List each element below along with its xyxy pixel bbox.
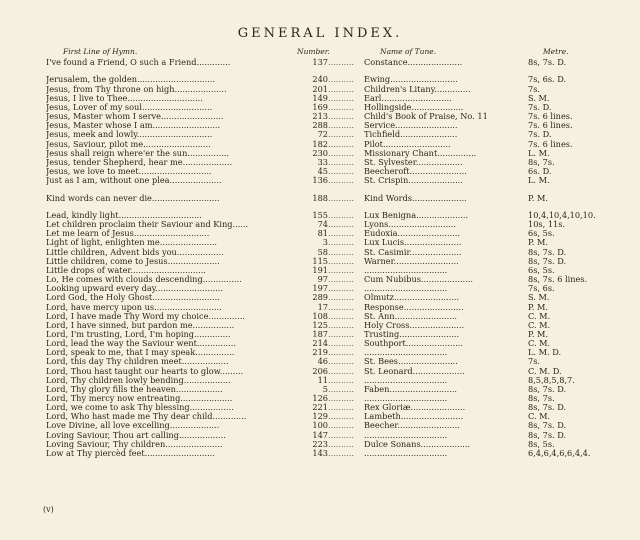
hymn-first-line: I've found a Friend, O such a Friend............. (46, 58, 231, 67)
tune-name: Earl........................... (364, 93, 452, 103)
dot-leader: .......... (328, 93, 355, 103)
hymn-number: 100 (312, 421, 328, 431)
metre: 6s, 5s. (528, 229, 555, 239)
metre: 7s, 6s. (528, 284, 555, 294)
dot-leader: .......... (328, 275, 355, 285)
hymn-first-line: Lord, I have made Thy Word my choice.............. (46, 311, 245, 321)
dot-leader: .......... (328, 403, 355, 413)
metre: 7s. (528, 84, 541, 94)
hymn-number: 197 (312, 284, 328, 294)
index-entry (0, 194, 640, 203)
tune-name: Constance..................... (364, 58, 463, 67)
hymn-first-line: Looking upward every day.......................... (46, 284, 223, 294)
tune-name: Lyons.......................... (364, 220, 456, 230)
hymn-number: 72 (317, 130, 328, 140)
tune-name: Southport...................... (364, 339, 464, 349)
index-entry (0, 385, 640, 394)
header-first-line: First Line of Hymn. (63, 47, 138, 56)
metre: 6,4,6,4,6,6,4,4. (528, 448, 591, 458)
hymn-first-line: Lead, kindly light................................ (46, 211, 202, 220)
metre: 8s, 7s. (528, 394, 555, 403)
tune-name: Olmutz......................... (364, 293, 460, 303)
metre: 7s. 6 lines. (528, 121, 573, 131)
metre: 8s, 7s. D. (528, 403, 567, 413)
index-entry (0, 357, 640, 366)
hymn-number: 206 (312, 366, 328, 376)
hymn-number: 219 (312, 348, 328, 358)
hymn-number: 11 (317, 375, 328, 385)
metre: L. M. (528, 176, 550, 186)
metre: C. M. (528, 412, 551, 422)
metre: 10s, 11s. (528, 220, 566, 230)
index-entry (0, 167, 640, 176)
dot-leader: .......... (328, 211, 355, 220)
index-entry (0, 412, 640, 421)
metre: 6s, 5s. (528, 265, 555, 275)
metre: 8s, 7s. D. (528, 384, 567, 394)
dot-leader: .......... (328, 394, 355, 403)
header-number: Number. (297, 47, 330, 56)
hymn-number: 188 (312, 193, 328, 203)
hymn-number: 187 (312, 329, 328, 339)
tune-name: Kind Words..................... (364, 193, 467, 203)
metre: 8s, 7s. (528, 157, 555, 167)
index-entry (0, 103, 640, 112)
hymn-number: 289 (312, 293, 328, 303)
metre: 7s. D. (528, 130, 552, 140)
dot-leader: .......... (328, 311, 355, 321)
dot-leader: .......... (328, 439, 355, 449)
hymn-number: 201 (312, 84, 328, 94)
dot-leader: .......... (328, 75, 355, 85)
hymn-first-line: Little children, Advent bids you.................. (46, 247, 224, 257)
index-entry (0, 431, 640, 440)
dot-leader: .......... (328, 265, 355, 275)
hymn-first-line: Lo, He comes with clouds descending............... (46, 275, 242, 285)
tune-name: St. Ann........................ (364, 311, 458, 321)
header-metre: Metre. (543, 47, 569, 56)
dot-leader: .......... (328, 302, 355, 312)
index-entry (0, 85, 640, 94)
index-entry (0, 176, 640, 185)
tune-name: St. Leonard.................... (364, 366, 465, 376)
tune-name: Faben.......................... (364, 384, 458, 394)
hymn-first-line: Loving Saviour, Thou art calling.................. (46, 430, 226, 440)
tune-name: Hollingside.................... (364, 102, 464, 112)
hymn-number: 223 (312, 439, 328, 449)
index-entry (0, 112, 640, 121)
hymn-number: 125 (312, 320, 328, 330)
hymn-first-line: Jesus, we love to meet............................ (46, 166, 212, 176)
tune-name: St. Sylvester.................. (364, 157, 463, 167)
hymn-first-line: Lord, Thy glory fills the heaven.................. (46, 384, 223, 394)
dot-leader: .......... (328, 375, 355, 385)
hymn-first-line: Just as I am, without one plea.................... (46, 176, 222, 186)
tune-name: Trusting....................... (364, 329, 460, 339)
dot-leader: .......... (328, 348, 355, 358)
hymn-number: 74 (317, 220, 328, 230)
index-entry (0, 58, 640, 67)
hymn-first-line: Little children, come to Jesus.................... (46, 256, 220, 266)
metre: P. M. (528, 329, 549, 339)
tune-name: ................................ (364, 375, 448, 385)
dot-leader: .......... (328, 148, 355, 158)
hymn-number: 147 (312, 430, 328, 440)
tune-name: Tichfield...................... (364, 130, 458, 140)
hymn-number: 33 (317, 157, 328, 167)
tune-name: Beecher........................ (364, 421, 460, 431)
hymn-number: 5 (322, 384, 328, 394)
hymn-first-line: Lord, Thy children lowly bending.................. (46, 375, 231, 385)
hymn-number: 240 (312, 75, 328, 85)
dot-leader: .......... (328, 247, 355, 257)
index-entry (0, 158, 640, 167)
metre: 8,5,8,5,8,7. (528, 375, 575, 385)
metre: C. M. (528, 320, 551, 330)
tune-name: Ewing.......................... (364, 75, 458, 85)
hymn-first-line: Jesus, Master whose I am.......................... (46, 121, 221, 131)
index-entry (0, 321, 640, 330)
index-entry (0, 403, 640, 412)
dot-leader: .......... (328, 193, 355, 203)
tune-name: Lux Benigna.................... (364, 211, 469, 220)
hymn-number: 3 (322, 238, 328, 248)
dot-leader: .......... (328, 58, 355, 67)
tune-name: Response....................... (364, 302, 464, 312)
index-entry (0, 248, 640, 257)
metre: 7s. 6 lines. (528, 139, 573, 149)
dot-leader: .......... (328, 256, 355, 266)
tune-name: St. Casimir.................... (364, 247, 462, 257)
tune-name: St. Crispin..................... (364, 176, 463, 186)
index-entry (0, 303, 640, 312)
dot-leader: .......... (328, 139, 355, 149)
dot-leader: .......... (328, 176, 355, 186)
hymn-first-line: Lord, speak to me, that I may speak............... (46, 348, 235, 358)
tune-name: St. Bees....................... (364, 357, 458, 367)
index-entry (0, 330, 640, 339)
index-entry (0, 220, 640, 229)
index-entry (0, 257, 640, 266)
tune-name: ................................ (364, 430, 448, 440)
hymn-number: 129 (312, 412, 328, 422)
dot-leader: .......... (328, 339, 355, 349)
hymn-number: 221 (312, 403, 328, 413)
hymn-first-line: Jesus, Saviour, pilot me.......................... (46, 139, 211, 149)
index-entry (0, 229, 640, 238)
metre: S. M. (528, 293, 550, 303)
dot-leader: .......... (328, 284, 355, 294)
metre: 7s, 6s. D. (528, 75, 567, 85)
index-entry (0, 348, 640, 357)
hymn-number: 143 (312, 448, 328, 458)
hymn-number: 149 (312, 93, 328, 103)
index-entry (0, 149, 640, 158)
hymn-first-line: Jesus, meek and lowly............................. (46, 130, 213, 140)
index-entry (0, 339, 640, 348)
hymn-number: 191 (312, 265, 328, 275)
metre: 6s. D. (528, 166, 552, 176)
tune-name: ................................ (364, 348, 448, 358)
hymn-first-line: Little drops of water............................. (46, 265, 206, 275)
tune-name: Children's Litany.............. (364, 84, 471, 94)
hymn-number: 136 (312, 176, 328, 186)
index-entry (0, 293, 640, 302)
hymn-first-line: Lord, I'm trusting, Lord, I'm hoping.............. (46, 329, 231, 339)
dot-leader: .......... (328, 357, 355, 367)
tune-name: Beecheroft...................... (364, 166, 467, 176)
dot-leader: .......... (328, 102, 355, 112)
hymn-number: 288 (312, 121, 328, 131)
hymn-first-line: Love Divine, all love excelling................... (46, 421, 220, 431)
index-entry (0, 130, 640, 139)
metre: 7s. D. (528, 102, 552, 112)
hymn-first-line: Lord, Thou hast taught our hearts to glow......... (46, 366, 244, 376)
page-folio: (v) (43, 505, 54, 514)
index-entry (0, 312, 640, 321)
hymn-number: 126 (312, 394, 328, 403)
dot-leader: .......... (328, 320, 355, 330)
metre: C. M. D. (528, 366, 562, 376)
metre: S. M. (528, 93, 550, 103)
metre: 8s, 7s. D. (528, 421, 567, 431)
dot-leader: .......... (328, 293, 355, 303)
metre: 10,4,10,4,10,10. (528, 211, 596, 220)
hymn-first-line: Lord, Thy mercy now entreating.................... (46, 394, 233, 403)
hymn-number: 108 (312, 311, 328, 321)
dot-leader: .......... (328, 430, 355, 440)
hymn-first-line: Lord, this day Thy children meet.................. (46, 357, 229, 367)
hymn-first-line: Lord, Who hast made me Thy dear child............. (46, 412, 247, 422)
hymn-first-line: Jesus, tender Shepherd, hear me................... (46, 157, 233, 167)
tune-name: Missionary Chant............... (364, 148, 477, 158)
hymn-number: 137 (312, 58, 328, 67)
index-entry (0, 140, 640, 149)
hymn-number: 115 (312, 256, 328, 266)
tune-name: Service........................ (364, 121, 458, 131)
tune-name: Holy Cross..................... (364, 320, 465, 330)
page-title: GENERAL INDEX. (237, 26, 403, 41)
index-entry (0, 284, 640, 293)
hymn-number: 97 (317, 275, 328, 285)
dot-leader: .......... (328, 166, 355, 176)
dot-leader: .......... (328, 238, 355, 248)
dot-leader: .......... (328, 130, 355, 140)
dot-leader: .......... (328, 448, 355, 458)
index-entry (0, 275, 640, 284)
hymn-number: 213 (312, 112, 328, 122)
tune-name: Eudoxia........................ (364, 229, 460, 239)
metre: L. M. D. (528, 348, 562, 358)
dot-leader: .......... (328, 220, 355, 230)
hymn-first-line: Lord, we come to ask Thy blessing................. (46, 403, 234, 413)
dot-leader: .......... (328, 121, 355, 131)
index-entry (0, 394, 640, 403)
hymn-number: 81 (317, 229, 328, 239)
hymn-first-line: Jesus, I live to Thee............................. (46, 93, 203, 103)
index-entry (0, 376, 640, 385)
tune-name: Warner......................... (364, 256, 459, 266)
hymn-first-line: Kind words can never die.......................... (46, 193, 220, 203)
metre: L. M. (528, 148, 550, 158)
metre: 8s, 7s. 6 lines. (528, 275, 588, 285)
hymn-first-line: Let me learn of Jesus............................. (46, 229, 210, 239)
dot-leader: .......... (328, 421, 355, 431)
metre: 8s, 7s. D. (528, 430, 567, 440)
tune-name: Dulce Sonans................... (364, 439, 471, 449)
index-entry (0, 238, 640, 247)
index-entry (0, 266, 640, 275)
dot-leader: .......... (328, 384, 355, 394)
index-entry (0, 211, 640, 220)
dot-leader: .......... (328, 412, 355, 422)
index-entry (0, 367, 640, 376)
hymn-first-line: Lord, I have sinned, but pardon me................ (46, 320, 235, 330)
hymn-number: 17 (317, 302, 328, 312)
tune-name: ................................ (364, 448, 448, 458)
hymn-number: 169 (312, 102, 328, 112)
tune-name: Lux Lucis...................... (364, 238, 462, 248)
hymn-first-line: Jesus, Lover of my soul........................... (46, 102, 213, 112)
metre: 8s, 5s. (528, 439, 555, 449)
hymn-number: 58 (317, 247, 328, 257)
tune-name: ................................ (364, 394, 448, 403)
tune-name: Pilot.......................... (364, 139, 451, 149)
metre: 8s, 7s. D. (528, 256, 567, 266)
tune-name: Rex Gloriæ..................... (364, 403, 466, 413)
hymn-first-line: Lord God, the Holy Ghost.......................... (46, 293, 220, 303)
dot-leader: .......... (328, 157, 355, 167)
metre: P. M. (528, 238, 549, 248)
metre: P. M. (528, 193, 549, 203)
metre: C. M. (528, 339, 551, 349)
hymn-number: 155 (312, 211, 328, 220)
hymn-first-line: Low at Thy piercèd feet........................... (46, 448, 215, 458)
hymn-number: 45 (317, 166, 328, 176)
index-entry (0, 121, 640, 130)
tune-name: Lambeth........................ (364, 412, 464, 422)
metre: P. M. (528, 302, 549, 312)
metre: 8s, 7s. D. (528, 247, 567, 257)
tune-name: ................................ (364, 265, 448, 275)
hymn-first-line: Lord, have mercy upon us.......................... (46, 302, 222, 312)
hymn-number: 46 (317, 357, 328, 367)
dot-leader: .......... (328, 112, 355, 122)
index-entry (0, 94, 640, 103)
dot-leader: .......... (328, 329, 355, 339)
tune-name: Child's Book of Praise, No. 11 (364, 112, 488, 122)
metre: 7s. 6 lines. (528, 112, 573, 122)
index-entry (0, 421, 640, 430)
hymn-first-line: Light of light, enlighten me...................... (46, 238, 218, 248)
hymn-first-line: Jesus, Master whom I serve........................ (46, 112, 224, 122)
hymn-first-line: Jerusalem, the golden.............................. (46, 75, 216, 85)
hymn-number: 214 (312, 339, 328, 349)
hymn-number: 182 (312, 139, 328, 149)
tune-name: Cum Nubibus.................... (364, 275, 473, 285)
hymn-number: 230 (312, 148, 328, 158)
hymn-first-line: Lord, lead the way the Saviour went............... (46, 339, 236, 349)
hymn-first-line: Loving Saviour, Thy children...................... (46, 439, 223, 449)
header-tune: Name of Tune. (380, 47, 437, 56)
metre: 7s. (528, 357, 541, 367)
hymn-first-line: Let children proclaim their Saviour and King...... (46, 220, 249, 230)
index-entry (0, 449, 640, 458)
hymn-first-line: Jesus, from Thy throne on high.................... (46, 84, 227, 94)
metre: C. M. (528, 311, 551, 321)
dot-leader: .......... (328, 366, 355, 376)
dot-leader: .......... (328, 229, 355, 239)
dot-leader: .......... (328, 84, 355, 94)
index-entry (0, 440, 640, 449)
hymn-first-line: Jesus shall reign where'er the sun................ (46, 148, 229, 158)
index-entry (0, 75, 640, 84)
metre: 8s, 7s. D. (528, 58, 567, 67)
tune-name: ................................ (364, 284, 448, 294)
